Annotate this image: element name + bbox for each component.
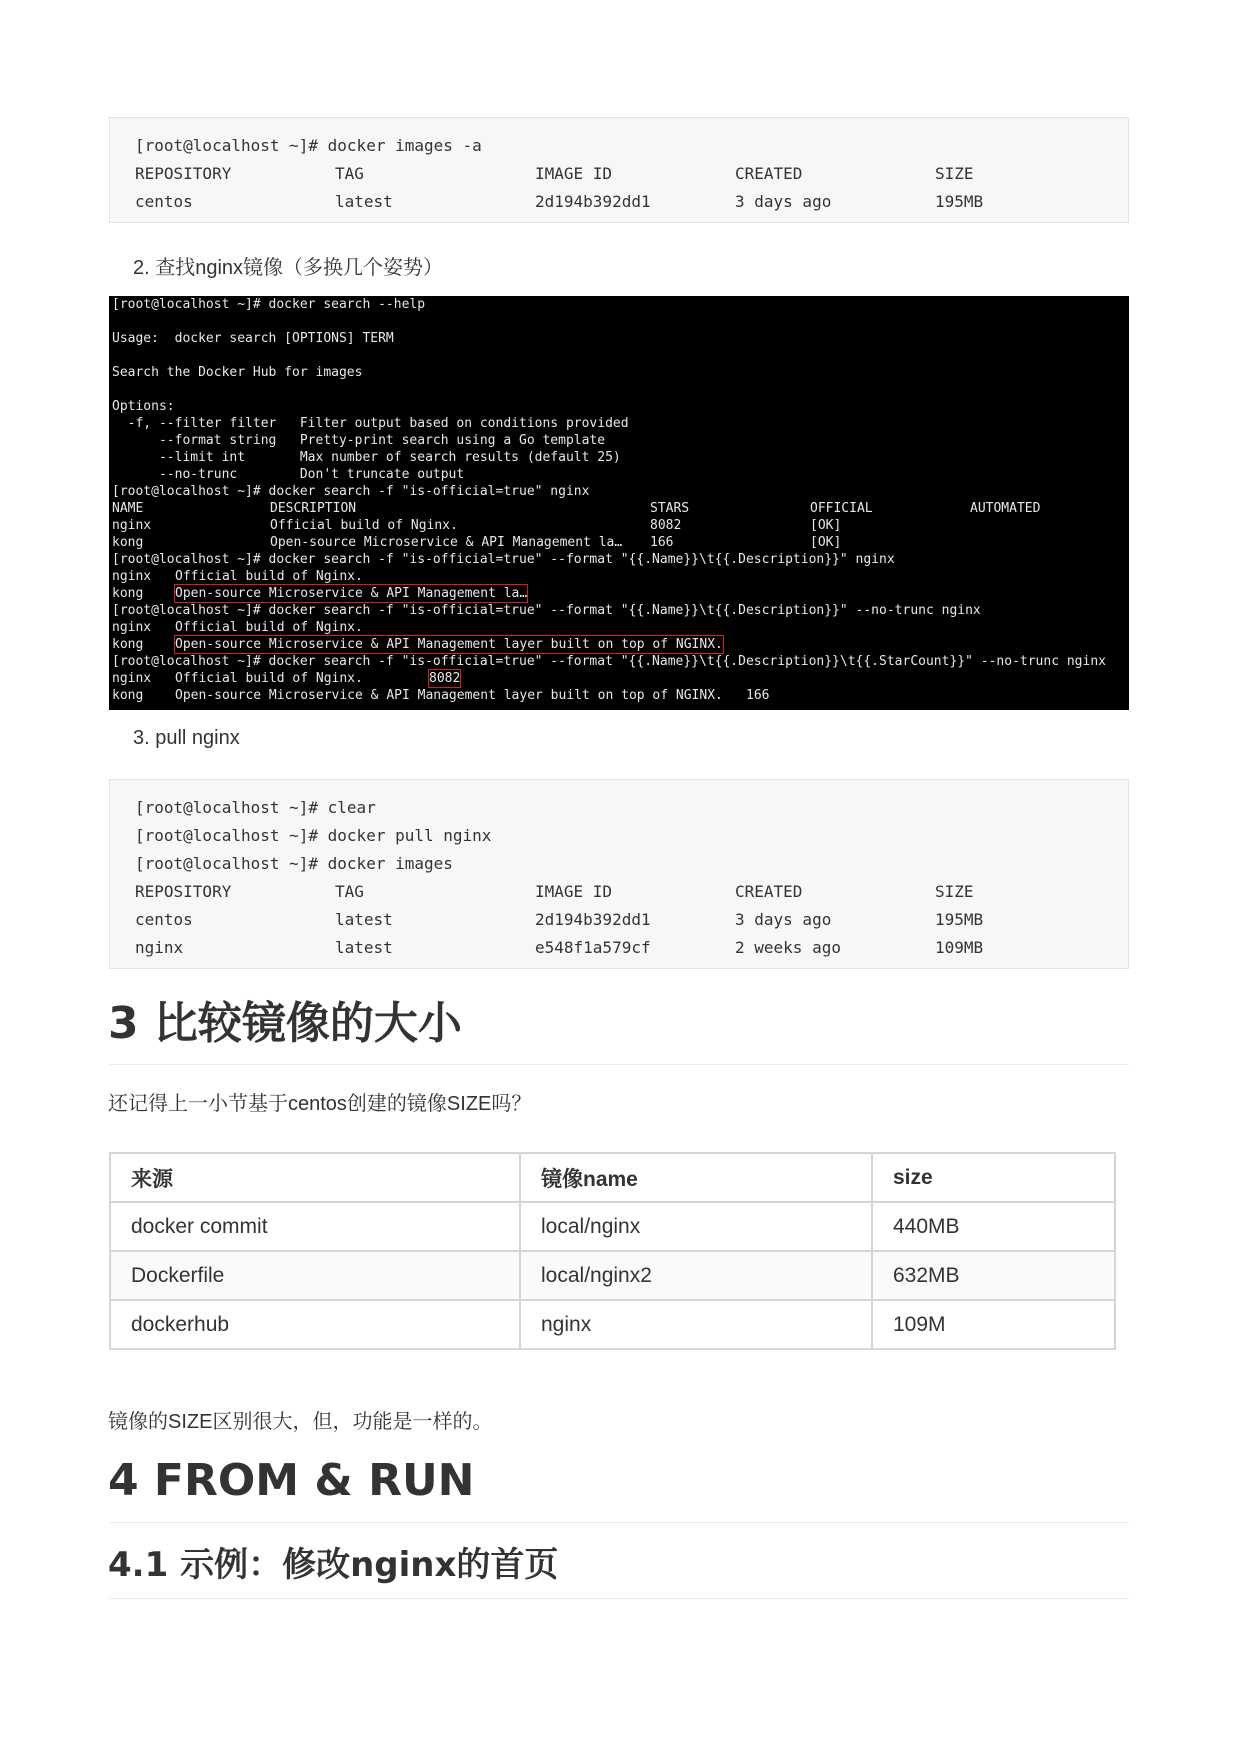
terminal-line: [root@localhost ~]# docker search -f "is-official=true" --format "{{.Name}}\t{{.Description}}" nginx — [112, 552, 895, 567]
step-2-label: 2. 查找nginx镜像（多换几个姿势） — [133, 257, 444, 279]
section-3-intro: 还记得上一小节基于centos创建的镜像SIZE吗？ — [108, 1093, 532, 1115]
terminal-name: nginx — [112, 620, 152, 635]
search-row-name: kong — [112, 535, 144, 550]
search-row-description: Official build of Nginx. — [270, 518, 458, 533]
terminal-name: kong — [112, 586, 144, 601]
terminal-line: [root@localhost ~]# docker search -f "is-official=true" --format "{{.Name}}\t{{.Description}}\t{{.StarCount}}" --no-trunc nginx — [112, 654, 1106, 669]
code-block-docker-pull — [109, 779, 1129, 969]
code-cell: 2d194b392dd1 — [535, 910, 651, 929]
terminal-line: Usage: docker search [OPTIONS] TERM — [112, 331, 394, 346]
image-size-table — [109, 1152, 1116, 1350]
code-command: [root@localhost ~]# docker images — [135, 854, 453, 873]
table-row — [110, 1300, 1115, 1349]
search-header-official: OFFICIAL — [810, 501, 873, 516]
table-cell: docker commit — [110, 1202, 520, 1251]
code-cell: e548f1a579cf — [535, 938, 651, 957]
code-cell: 195MB — [935, 192, 984, 211]
code-cell: 109MB — [935, 938, 984, 957]
terminal-line: Options: — [112, 399, 175, 414]
search-row-stars: 166 — [650, 535, 674, 550]
heading-divider — [109, 1598, 1129, 1599]
code-cell: centos — [135, 910, 193, 929]
table-cell: dockerhub — [110, 1300, 520, 1349]
table-row — [110, 1202, 1115, 1251]
code-cell: 3 days ago — [735, 192, 832, 211]
terminal-line: --limit int Max number of search results (default 25) — [112, 450, 621, 465]
code-command: [root@localhost ~]# docker pull nginx — [135, 826, 492, 845]
code-cell: 195MB — [935, 910, 984, 929]
table-cell: nginx — [520, 1300, 872, 1349]
code-cell: 3 days ago — [735, 910, 832, 929]
table-header-image-name: 镜像name — [520, 1153, 872, 1202]
code-header-cell: IMAGE ID — [535, 164, 613, 183]
section-3-heading: 3 比较镜像的大小 — [108, 998, 462, 1049]
table-cell: 632MB — [872, 1251, 1115, 1300]
terminal-description: Official build of Nginx. — [175, 620, 363, 635]
heading-divider — [109, 1522, 1129, 1523]
terminal-description: Open-source Microservice & API Management layer built on top of NGINX. — [175, 688, 723, 703]
terminal-name: nginx — [112, 671, 152, 686]
search-row-stars: 8082 — [650, 518, 682, 533]
section-3-conclusion: 镜像的SIZE区别很大，但，功能是一样的。 — [108, 1411, 493, 1433]
heading-divider — [109, 1064, 1129, 1065]
terminal-line: -f, --filter filter Filter output based on conditions provided — [112, 416, 629, 431]
terminal-line: [root@localhost ~]# docker search --help — [112, 297, 426, 312]
code-cell: latest — [335, 192, 393, 211]
code-header-cell: REPOSITORY — [135, 164, 232, 183]
code-header-cell: CREATED — [735, 882, 803, 901]
step-3-label: 3. pull nginx — [133, 727, 240, 749]
search-header-automated: AUTOMATED — [970, 501, 1041, 516]
code-data-row — [135, 188, 1128, 216]
terminal-line: --no-trunc Don't truncate output — [112, 467, 465, 482]
code-header-cell: IMAGE ID — [535, 882, 613, 901]
search-header-name: NAME — [112, 501, 144, 516]
table-cell: 109M — [872, 1300, 1115, 1349]
search-header-stars: STARS — [650, 501, 690, 516]
table-header-source: 来源 — [110, 1153, 520, 1202]
code-data-row — [135, 934, 1128, 962]
code-cell: latest — [335, 938, 393, 957]
table-row — [110, 1251, 1115, 1300]
code-header-cell: TAG — [335, 882, 364, 901]
search-row-name: nginx — [112, 518, 152, 533]
code-cell: centos — [135, 192, 193, 211]
code-header-row — [135, 878, 1128, 906]
code-header-cell: SIZE — [935, 882, 974, 901]
section-4-1-heading: 4.1 示例：修改nginx的首页 — [108, 1545, 559, 1585]
code-data-row — [135, 906, 1128, 934]
terminal-name: kong — [112, 637, 144, 652]
table-cell: local/nginx2 — [520, 1251, 872, 1300]
terminal-stars: 166 — [746, 688, 770, 703]
search-row-official: [OK] — [810, 535, 842, 550]
table-cell: 440MB — [872, 1202, 1115, 1251]
code-command: [root@localhost ~]# docker images -a — [135, 136, 482, 155]
terminal-name: kong — [112, 688, 144, 703]
code-cell: latest — [335, 910, 393, 929]
table-header-size: size — [872, 1153, 1115, 1202]
terminal-description: Official build of Nginx. — [175, 671, 363, 686]
code-cell: 2 weeks ago — [735, 938, 841, 957]
terminal-name: nginx — [112, 569, 152, 584]
code-header-cell: TAG — [335, 164, 364, 183]
table-cell: local/nginx — [520, 1202, 872, 1251]
search-row-official: [OK] — [810, 518, 842, 533]
terminal-line: --format string Pretty-print search using a Go template — [112, 433, 606, 448]
code-header-row — [135, 160, 1128, 188]
highlight-box-truncated: Open-source Microservice & API Management la… — [175, 586, 528, 601]
code-header-cell: CREATED — [735, 164, 803, 183]
code-header-cell: SIZE — [935, 164, 974, 183]
terminal-description: Official build of Nginx. — [175, 569, 363, 584]
terminal-line: [root@localhost ~]# docker search -f "is-official=true" nginx — [112, 484, 590, 499]
code-cell: 2d194b392dd1 — [535, 192, 651, 211]
terminal-screenshot — [109, 296, 1129, 710]
code-cell: nginx — [135, 938, 184, 957]
highlight-box-stars: 8082 — [429, 671, 461, 686]
highlight-box-full: Open-source Microservice & API Management layer built on top of NGINX. — [175, 637, 723, 652]
search-header-description: DESCRIPTION — [270, 501, 357, 516]
table-cell: Dockerfile — [110, 1251, 520, 1300]
search-row-description: Open-source Microservice & API Management la… — [270, 535, 623, 550]
terminal-line: Search the Docker Hub for images — [112, 365, 363, 380]
terminal-line: [root@localhost ~]# docker search -f "is-official=true" --format "{{.Name}}\t{{.Description}}" --no-trunc nginx — [112, 603, 981, 618]
code-header-cell: REPOSITORY — [135, 882, 232, 901]
table-header-row — [110, 1153, 1115, 1202]
code-block-docker-images — [109, 117, 1129, 223]
code-command: [root@localhost ~]# clear — [135, 798, 376, 817]
section-4-heading: 4 FROM & RUN — [108, 1455, 475, 1506]
